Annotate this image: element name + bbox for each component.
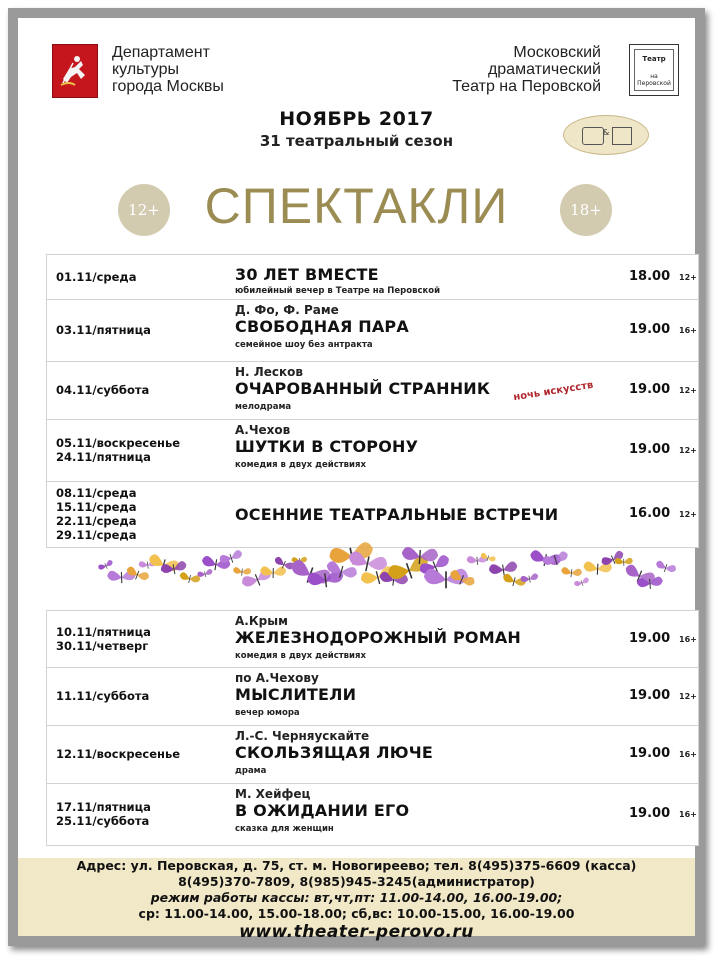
butterfly-icon [541, 550, 569, 568]
play-author: по А.Чехову [235, 671, 319, 685]
performance-date: 17.11/пятница [56, 800, 151, 814]
show-time: 19.00 [629, 688, 671, 703]
play-title: СКОЛЬЗЯЩАЯ ЛЮЧЕ [235, 743, 434, 762]
performance-date: 30.11/четверг [56, 639, 149, 653]
schedule-row [46, 726, 699, 784]
butterfly-icon [654, 560, 677, 575]
dept-line: Департамент [112, 44, 210, 61]
show-time: 19.00 [629, 322, 671, 337]
age-rating: 12+ [679, 273, 697, 282]
play-title: ОЧАРОВАННЫЙ СТРАННИК [235, 379, 491, 398]
butterfly-icon [233, 567, 252, 577]
play-genre: драма [235, 766, 267, 776]
performance-date: 15.11/среда [56, 500, 137, 514]
play-author: Л.-С. Черняускайте [235, 729, 370, 743]
moscow-coat-of-arms-icon [52, 44, 98, 98]
dept-line: культуры [112, 61, 179, 78]
play-author: А.Крым [235, 614, 288, 628]
age-rating: 12+ [679, 510, 697, 519]
schedule-row [46, 300, 699, 362]
department-block [52, 44, 224, 98]
website-link[interactable]: www.theater-perovo.ru [239, 922, 474, 942]
butterfly-icon [488, 561, 518, 578]
dept-line: города Москвы [112, 78, 224, 95]
event-note: ночь искусств [512, 379, 595, 404]
butterflies-decoration [98, 548, 678, 608]
performance-date: 29.11/среда [56, 528, 137, 542]
schedule-row [46, 254, 699, 300]
age-rating: 12+ [679, 446, 697, 455]
performance-date: 25.11/суббота [56, 814, 150, 828]
age-rating: 16+ [679, 750, 697, 759]
hours-line: режим работы кассы: вт,чт,пт: 11.00-14.00, 16.00-19.00; [150, 890, 563, 905]
play-genre: комедия в двух действиях [235, 460, 366, 470]
performance-date: 22.11/среда [56, 514, 137, 528]
play-author: Н. Лесков [235, 365, 303, 379]
theatre-logo [629, 44, 679, 96]
play-genre: мелодрама [235, 402, 292, 412]
age-rating: 16+ [679, 635, 697, 644]
schedule-row [46, 610, 699, 668]
performance-date: 03.11/пятница [56, 323, 151, 337]
partner-badge-icon: & [563, 115, 649, 155]
show-time: 19.00 [629, 442, 671, 457]
address-line: Адрес: ул. Перовская, д. 75, ст. м. Новогиреево; тел. 8(495)375-6609 (касса) [76, 858, 637, 873]
theatre-line: драматический [487, 61, 601, 78]
season-subheading: 31 театральный сезон [259, 132, 454, 150]
play-genre: сказка для женщин [235, 824, 334, 834]
month-heading: НОЯБРЬ 2017 [279, 108, 434, 130]
theatre-line: Московский [513, 44, 601, 61]
department-name [112, 44, 224, 95]
play-author: Д. Фо, Ф. Раме [235, 303, 339, 317]
butterfly-icon [561, 567, 583, 579]
poster-frame [8, 8, 705, 946]
show-time: 19.00 [629, 382, 671, 397]
performance-date: 04.11/суббота [56, 383, 150, 397]
schedule-table-bottom [46, 610, 699, 846]
play-title: ОСЕННИЕ ТЕАТРАЛЬНЫЕ ВСТРЕЧИ [235, 505, 559, 524]
schedule-row [46, 420, 699, 482]
show-time: 18.00 [629, 269, 671, 284]
age-rating: 16+ [679, 810, 697, 819]
age-rating: 12+ [679, 692, 697, 701]
play-genre: комедия в двух действиях [235, 651, 366, 661]
schedule-row [46, 668, 699, 726]
age-rating: 16+ [679, 326, 697, 335]
schedule-row [46, 784, 699, 846]
performance-date: 24.11/пятница [56, 450, 151, 464]
butterfly-icon [615, 558, 633, 566]
theatre-name [452, 44, 601, 95]
schedule-row [46, 482, 699, 548]
show-time: 19.00 [629, 746, 671, 761]
play-author: М. Хейфец [235, 787, 311, 801]
play-genre: семейное шоу без антракта [235, 340, 373, 350]
play-title: ШУТКИ В СТОРОНУ [235, 437, 419, 456]
page-title: СПЕКТАКЛИ [204, 178, 509, 234]
play-title: МЫСЛИТЕЛИ [235, 685, 357, 704]
show-time: 19.00 [629, 631, 671, 646]
poster [18, 18, 697, 942]
age-rating: 12+ [679, 386, 697, 395]
contact-footer [18, 858, 695, 942]
logo-line: на Перовской [637, 73, 671, 87]
schedule-table-top [46, 254, 699, 548]
show-time: 19.00 [629, 806, 671, 821]
performance-date: 01.11/среда [56, 270, 137, 284]
performance-date: 11.11/суббота [56, 689, 150, 703]
play-genre: вечер юмора [235, 708, 300, 718]
play-title: ЖЕЛЕЗНОДОРОЖНЫЙ РОМАН [235, 628, 522, 647]
play-genre: юбилейный вечер в Театре на Перовской [235, 286, 441, 296]
butterfly-icon [424, 569, 468, 589]
phones-line: 8(495)370-7809, 8(985)945-3245(администратор) [178, 874, 535, 889]
hours-line: ср: 11.00-14.00, 15.00-18.00; сб,вс: 10.00-15.00, 16.00-19.00 [138, 906, 575, 921]
performance-date: 05.11/воскресенье [56, 436, 181, 450]
play-title: 30 ЛЕТ ВМЕСТЕ [235, 265, 379, 284]
theatre-line: Театр на Перовской [452, 78, 601, 95]
logo-line: Театр [642, 55, 666, 63]
play-author: А.Чехов [235, 423, 291, 437]
butterfly-icon [573, 577, 590, 589]
play-title: СВОБОДНАЯ ПАРА [235, 317, 409, 336]
performance-date: 08.11/среда [56, 486, 137, 500]
butterfly-icon [97, 559, 114, 572]
performance-date: 10.11/пятница [56, 625, 151, 639]
schedule-row [46, 362, 699, 420]
play-title: В ОЖИДАНИИ ЕГО [235, 801, 410, 820]
age-badge-left: 12+ [118, 184, 170, 236]
show-time: 16.00 [629, 506, 671, 521]
age-badge-right: 18+ [560, 184, 612, 236]
performance-date: 12.11/воскресенье [56, 747, 181, 761]
